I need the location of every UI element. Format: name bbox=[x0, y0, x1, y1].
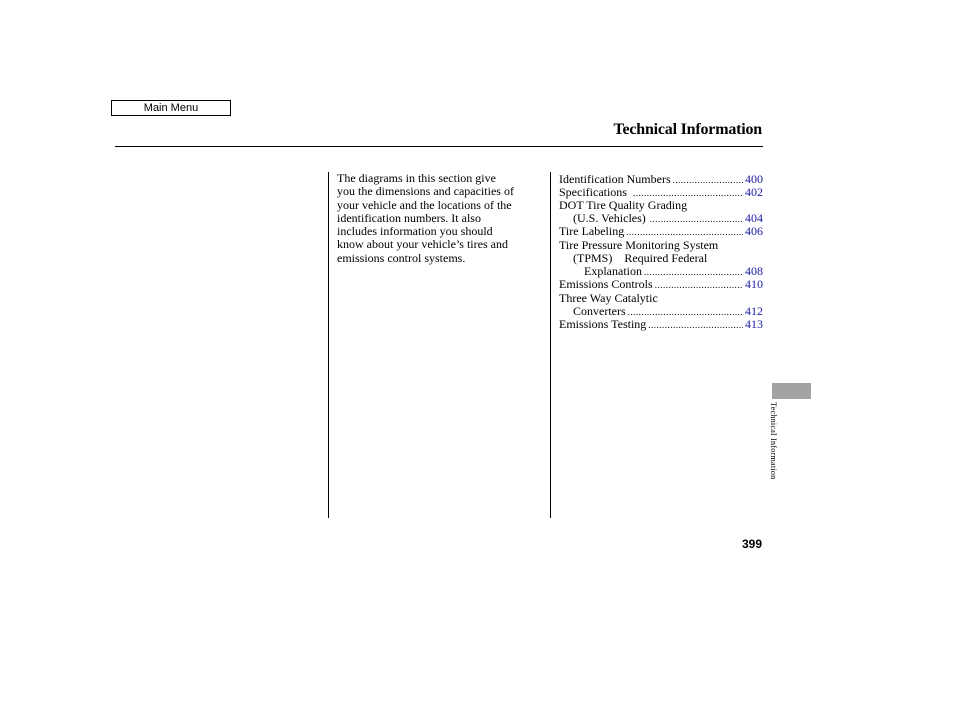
column-divider-right bbox=[550, 172, 551, 518]
intro-line: know about your vehicle’s tires and bbox=[337, 237, 508, 252]
intro-line: identification numbers. It also bbox=[337, 210, 481, 225]
toc-entry-identification-numbers[interactable] bbox=[559, 172, 763, 186]
main-menu-button[interactable]: Main Menu bbox=[111, 100, 231, 116]
toc-page-link[interactable]: 404 bbox=[745, 211, 763, 225]
toc-entry-tpms bbox=[559, 238, 763, 252]
dot-leader bbox=[648, 318, 743, 332]
toc-entry-label: Tire Labeling bbox=[559, 224, 625, 238]
page-number: 399 bbox=[741, 537, 762, 551]
toc-entry-label: Emissions Testing bbox=[559, 317, 647, 331]
dot-leader bbox=[655, 278, 743, 292]
toc-page-link[interactable]: 412 bbox=[745, 304, 763, 318]
intro-paragraph bbox=[337, 172, 543, 265]
intro-line: includes information you should bbox=[337, 224, 493, 239]
intro-line: you the dimensions and capacities of bbox=[337, 184, 514, 199]
section-tab-marker[interactable] bbox=[772, 383, 811, 399]
toc-entry-label: Specifications bbox=[559, 185, 627, 199]
intro-line: emissions control systems. bbox=[337, 250, 466, 265]
toc-entry-tpms-required-federal bbox=[559, 251, 763, 265]
toc-entry-tire-labeling[interactable] bbox=[559, 224, 763, 238]
toc-entry-label: Identification Numbers bbox=[559, 172, 671, 186]
toc-entry-three-way-catalytic bbox=[559, 291, 763, 305]
toc-page-link[interactable]: 406 bbox=[745, 224, 763, 238]
toc-entry-label: Tire Pressure Monitoring System bbox=[559, 238, 719, 252]
section-side-label: Technical Information bbox=[769, 402, 778, 480]
toc-page-link[interactable]: 408 bbox=[745, 264, 763, 278]
toc-entry-emissions-controls[interactable] bbox=[559, 277, 763, 291]
toc-entry-specifications[interactable] bbox=[559, 185, 763, 199]
toc-page-link[interactable]: 402 bbox=[745, 185, 763, 199]
toc-entry-label: (U.S. Vehicles) bbox=[573, 211, 646, 225]
toc-entry-label: Three Way Catalytic bbox=[559, 291, 658, 305]
dot-leader bbox=[626, 225, 743, 239]
toc-entry-emissions-testing[interactable] bbox=[559, 317, 763, 331]
toc-entry-explanation[interactable] bbox=[559, 264, 763, 278]
toc-entry-dot-tire-quality-grading bbox=[559, 198, 763, 212]
toc-page-link[interactable]: 400 bbox=[745, 172, 763, 186]
intro-line: your vehicle and the locations of the bbox=[337, 197, 512, 212]
toc-entry-converters[interactable] bbox=[559, 304, 763, 318]
intro-line: The diagrams in this section give bbox=[337, 171, 496, 185]
toc-page-link[interactable]: 413 bbox=[745, 317, 763, 331]
toc-entry-label: Converters bbox=[573, 304, 626, 318]
title-divider bbox=[115, 146, 763, 147]
toc-entry-label: DOT Tire Quality Grading bbox=[559, 198, 688, 212]
toc-entry-us-vehicles[interactable] bbox=[559, 211, 763, 225]
toc-page-link[interactable]: 410 bbox=[745, 277, 763, 291]
toc-entry-label: (TPMS) Required Federal bbox=[573, 251, 708, 265]
toc-entry-label: Explanation bbox=[584, 264, 642, 278]
page-title: Technical Information bbox=[613, 121, 762, 138]
toc-entry-label: Emissions Controls bbox=[559, 277, 653, 291]
column-divider-left bbox=[328, 172, 329, 518]
